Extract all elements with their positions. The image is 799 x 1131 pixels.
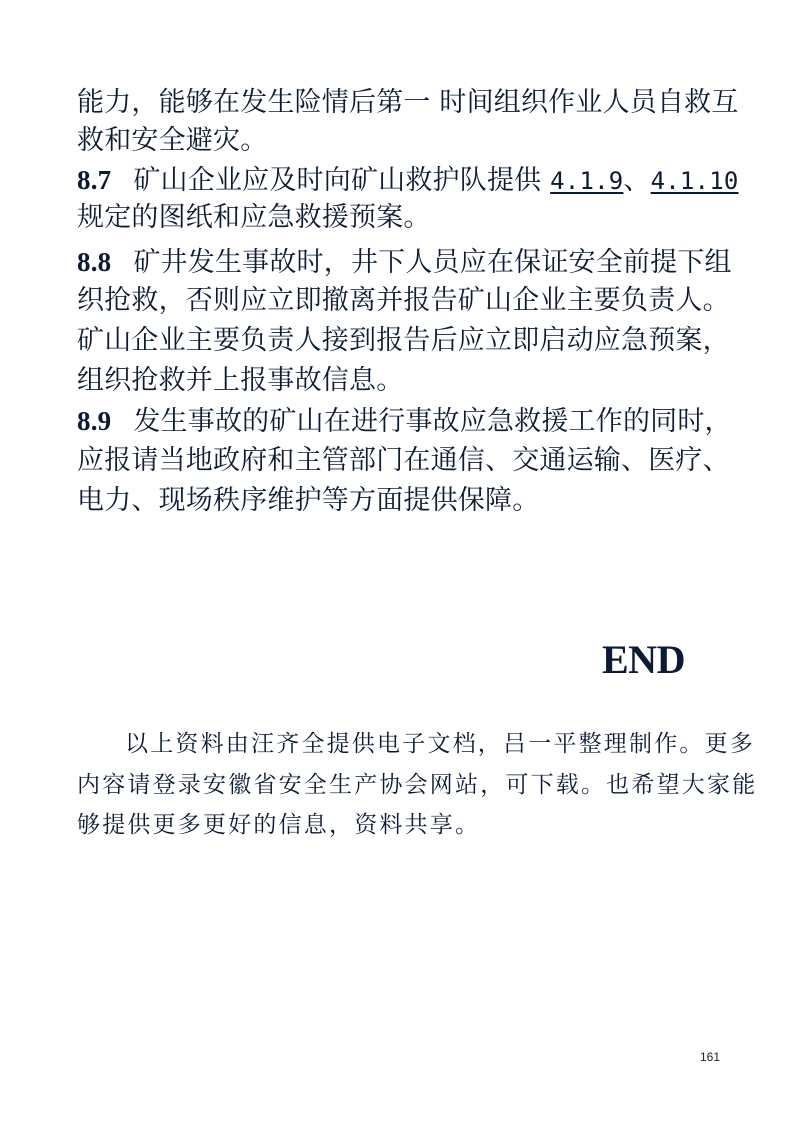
reference-link-4-1-9[interactable]: 4.1.9 xyxy=(550,167,624,195)
section-8-9-line-1 xyxy=(77,402,732,441)
section-8-7-line-2: 规定的图纸和应急救援预案。 xyxy=(77,202,431,233)
credit-note-line-3: 够提供更多更好的信息，资料共享。 xyxy=(77,812,481,838)
section-8-9-text-1: 发生事故的矿山在进行事故应急救援工作的同时， xyxy=(133,406,732,437)
section-number-8-9: 8.9 xyxy=(77,406,112,436)
paragraph-continuation-line-1: 能力，能够在发生险情后第一 时间组织作业人员自救互 xyxy=(77,87,739,118)
paragraph-continuation-line-2: 救和安全避灾。 xyxy=(77,125,268,156)
section-8-8-line-4: 组织抢救并上报事故信息。 xyxy=(77,365,404,396)
reference-separator: 、 xyxy=(623,165,651,196)
credit-note-line-1: 以上资料由汪齐全提供电子文档，吕一平整理制作。更多 xyxy=(125,731,755,757)
section-number-8-8: 8.8 xyxy=(77,247,112,277)
page-number: 161 xyxy=(700,1050,721,1064)
section-8-9-line-3: 电力、现场秩序维护等方面提供保障。 xyxy=(77,485,540,516)
section-8-7-line-1 xyxy=(77,161,739,200)
section-number-8-7: 8.7 xyxy=(77,165,112,195)
end-marker: END xyxy=(602,637,685,682)
section-8-7-text-a: 矿山企业应及时向矿山救护队提供 xyxy=(133,165,551,196)
reference-link-4-1-10[interactable]: 4.1.10 xyxy=(650,167,739,195)
section-8-9-line-2: 应报请当地政府和主管部门在通信、交通运输、医疗、 xyxy=(77,445,730,476)
section-8-8-text-1: 矿井发生事故时，井下人员应在保证安全前提下组 xyxy=(133,247,732,278)
credit-note-line-2: 内容请登录安徽省安全生产协会网站，可下载。也希望大家能 xyxy=(77,772,758,798)
section-8-8-line-2: 织抢救，否则应立即撤离并报告矿山企业主要负责人。 xyxy=(77,285,730,316)
section-8-8-line-3: 矿山企业主要负责人接到报告后应立即启动应急预案， xyxy=(77,325,730,356)
section-8-8-line-1 xyxy=(77,243,732,282)
